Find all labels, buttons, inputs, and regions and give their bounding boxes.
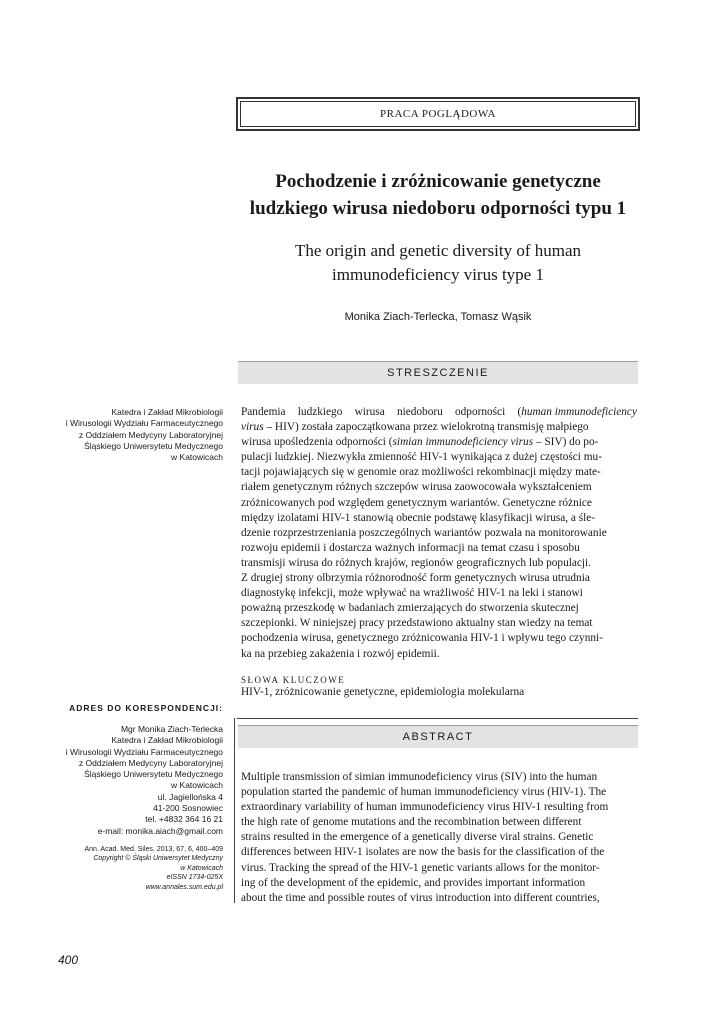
address-line: w Katowicach xyxy=(171,780,223,791)
keywords-text: HIV-1, zróżnicowanie genetyczne, epidemiologia molekularna xyxy=(241,686,525,698)
article-category: PRACA POGLĄDOWA xyxy=(240,101,636,127)
text-line: ka na przebieg zakażenia i rozwój epidemii. xyxy=(241,647,440,660)
divider xyxy=(237,718,638,719)
affiliation xyxy=(40,407,223,463)
title-polish-line: Pochodzenie i zróżnicowanie genetyczne xyxy=(275,171,601,192)
word xyxy=(517,405,637,420)
text-line: rozwoju epidemii i dostarcza ważnych informacji na temat czasu i sposobu xyxy=(241,541,580,554)
address-line: Katedra i Zakład Mikrobiologii xyxy=(111,735,223,746)
text-line: dzenie rozprzestrzeniania poszczególnych wariantów pozwala na monitorowanie xyxy=(241,526,607,539)
journal-eissn: eISSN 1734-025X xyxy=(166,874,223,882)
address-line: 41-200 Sosnowiec xyxy=(153,803,223,814)
title-polish xyxy=(236,168,640,222)
text-line: poważną przeszkodę w badaniach zmierzających do stworzenia skutecznej xyxy=(241,602,579,615)
text-line: pochodzenia wirusa, genetycznego zróżnicowania HIV-1 i wpływu tego czynni- xyxy=(241,632,603,645)
title-english-line: immunodeficiency virus type 1 xyxy=(332,265,544,284)
text-line: pulacji ludzkiej. Niezwykła zmienność HIV-1 wynikająca z dużej częstości mu- xyxy=(241,451,602,464)
divider xyxy=(234,718,235,903)
journal-copyright: Copyright © Śląski Uniwersytet Medyczny xyxy=(93,855,223,863)
text-line: szczepionki. W niniejszej pracy przedstawiono aktualny stan wiedzy na temat xyxy=(241,617,593,630)
text-line: differences between HIV-1 isolates are now the basis for the classification of the xyxy=(241,846,605,859)
text-line: about the time and possible routes of virus introduction into different countries, xyxy=(241,891,600,904)
title-english-line: The origin and genetic diversity of human xyxy=(294,241,582,260)
keywords-heading: SŁOWA KLUCZOWE xyxy=(241,675,346,685)
journal-info xyxy=(40,845,223,892)
italic-term: human immunodeficiency xyxy=(521,406,637,418)
text-line: Multiple transmission of simian immunodeficiency virus (SIV) into the human xyxy=(241,771,598,783)
address-line: Śląskiego Uniwersytetu Medycznego xyxy=(84,769,223,780)
text-line xyxy=(241,405,637,420)
authors: Monika Ziach-Terlecka, Tomasz Wąsik xyxy=(344,311,532,323)
affiliation-line: w Katowicach xyxy=(171,452,223,463)
text: – HIV) została zapoczątkowana przez wielokrotną transmisję małpiego xyxy=(266,421,589,434)
section-heading-streszczenie: STRESZCZENIE xyxy=(238,361,638,384)
address-line: ul. Jagiellońska 4 xyxy=(157,791,223,802)
affiliation-line: z Oddziałem Medycyny Laboratoryjnej xyxy=(78,429,223,440)
text-line xyxy=(241,420,637,435)
text-line: population started the pandemic of human immunodeficiency virus (HIV-1). The xyxy=(241,786,607,799)
address-line: z Oddziałem Medycyny Laboratoryjnej xyxy=(78,757,223,768)
text-line: strains resulted in the emergence of a genetically diverse viral strains. Genetic xyxy=(241,831,594,844)
correspondence-address xyxy=(40,724,223,837)
journal-citation: Ann. Acad. Med. Siles. 2013, 67, 6, 400–409 xyxy=(84,846,223,853)
text: wirusa upośledzenia odporności ( xyxy=(241,436,393,449)
affiliation-line: Katedra i Zakład Mikrobiologii xyxy=(111,407,223,417)
correspondence-heading: ADRES DO KORESPONDENCJI: xyxy=(69,703,223,713)
word: wirusa xyxy=(354,406,385,418)
address-line: i Wirusologii Wydziału Farmaceutycznego xyxy=(65,746,223,757)
segment xyxy=(241,435,598,450)
text-line: extraordinary variability of human immunodeficiency virus HIV-1 resulting from xyxy=(241,801,609,814)
text-line: riałem genetycznym różnych szczepów wirusa zaowocowała wykształceniem xyxy=(241,481,592,494)
affiliation-line: i Wirusologii Wydziału Farmaceutycznego xyxy=(65,418,223,429)
paren: ( xyxy=(517,406,522,418)
streszczenie-text xyxy=(241,405,637,662)
text-line: virus. Tracking the spread of the HIV-1 genetic variants allows for the monitor- xyxy=(241,861,600,874)
italic-term: virus xyxy=(241,421,264,434)
italic-term: simian immunodeficiency virus xyxy=(392,436,534,449)
word: ludzkiego xyxy=(297,406,343,418)
text-line: ing of the development of the epidemic, and provides important information xyxy=(241,876,586,889)
text-line: Z drugiej strony olbrzymia różnorodność form genetycznych wirusa utrudnia xyxy=(241,572,590,585)
text-line: zróżnicowanych pod względem genetycznym wariantów. Genetyczne różnice xyxy=(241,496,592,509)
text-line: the high rate of genome mutations and the recombination between different xyxy=(241,816,582,829)
text-line: tacji pojawiających się w genomie oraz możliwości rekombinacji między mate- xyxy=(241,466,601,479)
text-line: transmisji wirusa do różnych krajów, regionów geograficznych lub populacji. xyxy=(241,556,591,569)
title-polish-line: ludzkiego wirusa niedoboru odporności typu 1 xyxy=(249,198,627,219)
abstract-text xyxy=(241,770,637,906)
text: – SIV) do po- xyxy=(535,436,599,449)
section-heading-abstract: ABSTRACT xyxy=(238,725,638,748)
address-line: e-mail: monika.aiach@gmail.com xyxy=(97,825,223,836)
page-number: 400 xyxy=(58,953,79,967)
address-line: Mgr Monika Ziach-Terlecka xyxy=(120,724,223,734)
word: niedoboru xyxy=(396,406,443,418)
address-line: tel. +4832 364 16 21 xyxy=(145,814,223,825)
word: odporności xyxy=(455,406,506,418)
word: Pandemia xyxy=(241,406,286,418)
text-line xyxy=(241,435,637,450)
text-line: diagnostykę infekcji, może wpływać na wrażliwość HIV-1 na leki i stanowi xyxy=(241,587,583,600)
text-line: między izolatami HIV-1 stanowią obecnie podstawę klasyfikacji wirusa, a śle- xyxy=(241,511,596,524)
article-category-box xyxy=(236,97,640,131)
title-english xyxy=(236,239,640,287)
affiliation-line: Śląskiego Uniwersytetu Medycznego xyxy=(84,440,223,451)
journal-url: www.annales.sum.edu.pl xyxy=(145,883,223,891)
journal-city: w Katowicach xyxy=(180,864,223,872)
segment xyxy=(241,420,589,435)
